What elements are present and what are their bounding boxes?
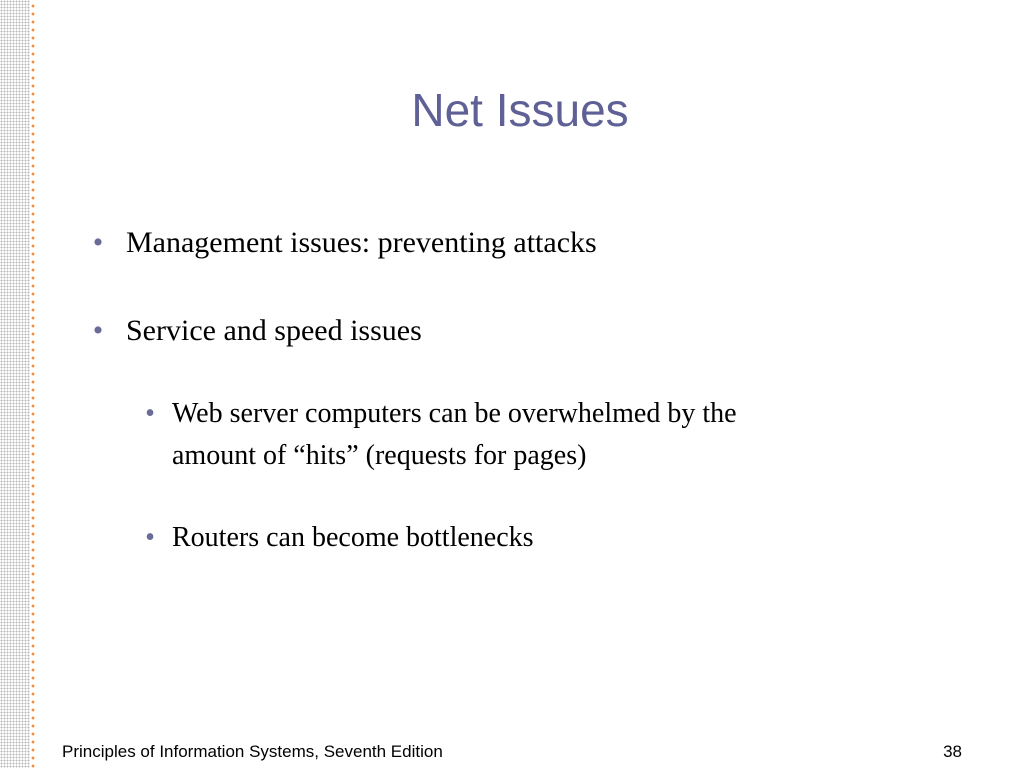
bullet-marker: • [145, 522, 155, 553]
footer-course-title: Principles of Information Systems, Seventh Edition [62, 742, 443, 761]
sub-bullet-item [145, 517, 534, 559]
sub-bullet-line: amount of “hits” (requests for pages) [172, 440, 587, 471]
bullet-marker: • [92, 314, 104, 347]
bullet-text: Service and speed issues [126, 314, 422, 347]
sub-bullet-text: Routers can become bottlenecks [172, 522, 534, 553]
bullet-marker: • [145, 398, 155, 429]
bullet-item [92, 313, 422, 349]
footer-page-number: 38 [943, 742, 962, 761]
bullet-marker: • [92, 226, 104, 259]
bullet-text: Management issues: preventing attacks [126, 226, 597, 259]
sub-bullet-line: Web server computers can be overwhelmed by the [172, 398, 737, 429]
sub-bullet-item [145, 393, 737, 477]
slide-title: Net Issues [411, 84, 629, 136]
bullet-item [92, 225, 597, 261]
sub-bullet-text [172, 393, 737, 477]
